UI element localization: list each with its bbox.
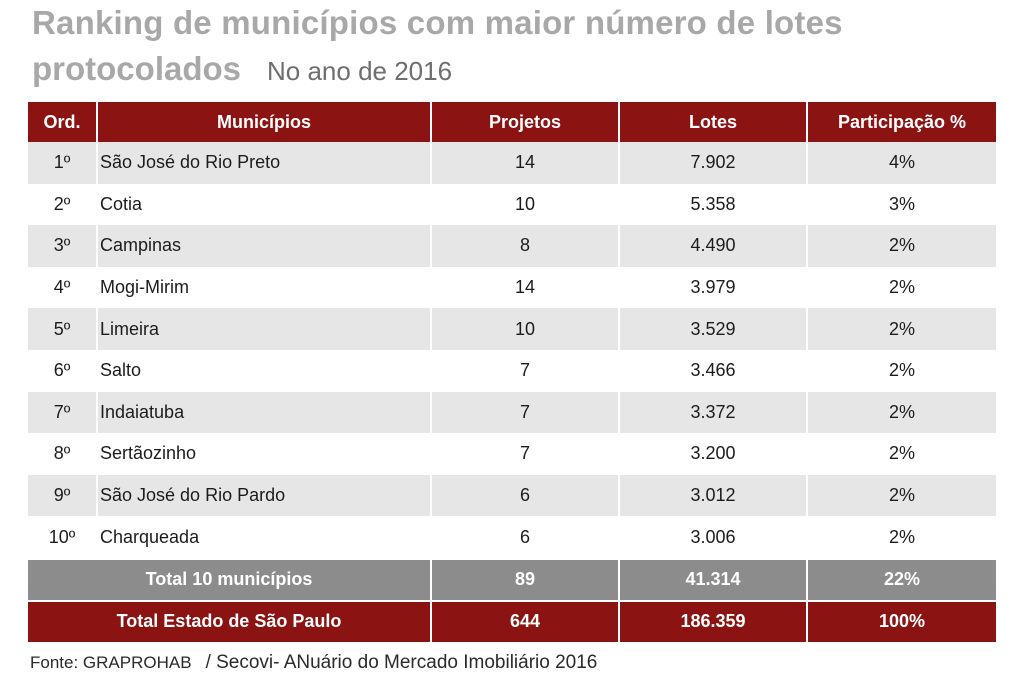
- total-state-participacao: 100%: [807, 601, 996, 642]
- total-top10-projetos: 89: [431, 559, 619, 601]
- ranking-table: [28, 102, 996, 642]
- cell-participacao: 3%: [807, 184, 996, 226]
- table-row: [28, 142, 996, 184]
- cell-ord: 1º: [28, 142, 97, 184]
- cell-municipio: Campinas: [97, 225, 431, 267]
- table-row: [28, 433, 996, 475]
- table-row: [28, 184, 996, 226]
- cell-ord: 4º: [28, 267, 97, 309]
- cell-participacao: 2%: [807, 392, 996, 434]
- table-row: [28, 308, 996, 350]
- source-label: Fonte: GRAPROHAB: [30, 653, 192, 672]
- cell-lotes: 4.490: [619, 225, 807, 267]
- cell-participacao: 4%: [807, 142, 996, 184]
- cell-municipio: São José do Rio Pardo: [97, 475, 431, 517]
- cell-lotes: 5.358: [619, 184, 807, 226]
- page-title: Ranking de municípios com maior número de lotes: [32, 4, 843, 41]
- table-row: [28, 225, 996, 267]
- total-top10-row: [28, 559, 996, 601]
- cell-municipio: Indaiatuba: [97, 392, 431, 434]
- cell-lotes: 3.979: [619, 267, 807, 309]
- table-row: [28, 267, 996, 309]
- cell-projetos: 10: [431, 184, 619, 226]
- cell-municipio: Cotia: [97, 184, 431, 226]
- cell-lotes: 3.006: [619, 516, 807, 559]
- cell-projetos: 6: [431, 516, 619, 559]
- cell-participacao: 2%: [807, 516, 996, 559]
- cell-participacao: 2%: [807, 433, 996, 475]
- header-ord: Ord.: [28, 102, 97, 142]
- cell-participacao: 2%: [807, 350, 996, 392]
- cell-participacao: 2%: [807, 267, 996, 309]
- cell-lotes: 3.466: [619, 350, 807, 392]
- header-projetos: Projetos: [431, 102, 619, 142]
- cell-ord: 8º: [28, 433, 97, 475]
- total-state-projetos: 644: [431, 601, 619, 642]
- cell-participacao: 2%: [807, 225, 996, 267]
- source-text: / Secovi- ANuário do Mercado Imobiliário 2016: [205, 652, 598, 673]
- source-note: [30, 652, 597, 674]
- cell-ord: 9º: [28, 475, 97, 517]
- cell-projetos: 6: [431, 475, 619, 517]
- page-title-line2: protocolados: [32, 50, 242, 87]
- cell-projetos: 10: [431, 308, 619, 350]
- cell-ord: 5º: [28, 308, 97, 350]
- table-row: [28, 475, 996, 517]
- cell-lotes: 7.902: [619, 142, 807, 184]
- cell-projetos: 14: [431, 267, 619, 309]
- cell-municipio: São José do Rio Preto: [97, 142, 431, 184]
- cell-municipio: Limeira: [97, 308, 431, 350]
- header-municipios: Municípios: [97, 102, 431, 142]
- cell-lotes: 3.200: [619, 433, 807, 475]
- page-subtitle: No ano de 2016: [267, 56, 453, 86]
- table-row: [28, 392, 996, 434]
- total-top10-label: Total 10 municípios: [28, 559, 431, 601]
- cell-projetos: 14: [431, 142, 619, 184]
- cell-ord: 3º: [28, 225, 97, 267]
- cell-projetos: 7: [431, 350, 619, 392]
- table-row: [28, 516, 996, 559]
- header-lotes: Lotes: [619, 102, 807, 142]
- cell-municipio: Sertãozinho: [97, 433, 431, 475]
- cell-lotes: 3.372: [619, 392, 807, 434]
- cell-municipio: Charqueada: [97, 516, 431, 559]
- cell-projetos: 7: [431, 433, 619, 475]
- page-title-continued: [32, 50, 452, 88]
- table-row: [28, 350, 996, 392]
- cell-lotes: 3.529: [619, 308, 807, 350]
- total-state-row: [28, 601, 996, 642]
- cell-participacao: 2%: [807, 475, 996, 517]
- header-participacao: Participação %: [807, 102, 996, 142]
- cell-participacao: 2%: [807, 308, 996, 350]
- total-top10-lotes: 41.314: [619, 559, 807, 601]
- cell-projetos: 7: [431, 392, 619, 434]
- total-state-lotes: 186.359: [619, 601, 807, 642]
- cell-ord: 2º: [28, 184, 97, 226]
- table-header-row: [28, 102, 996, 142]
- cell-ord: 10º: [28, 516, 97, 559]
- total-top10-participacao: 22%: [807, 559, 996, 601]
- cell-ord: 7º: [28, 392, 97, 434]
- cell-municipio: Salto: [97, 350, 431, 392]
- cell-projetos: 8: [431, 225, 619, 267]
- cell-lotes: 3.012: [619, 475, 807, 517]
- total-state-label: Total Estado de São Paulo: [28, 601, 431, 642]
- cell-ord: 6º: [28, 350, 97, 392]
- cell-municipio: Mogi-Mirim: [97, 267, 431, 309]
